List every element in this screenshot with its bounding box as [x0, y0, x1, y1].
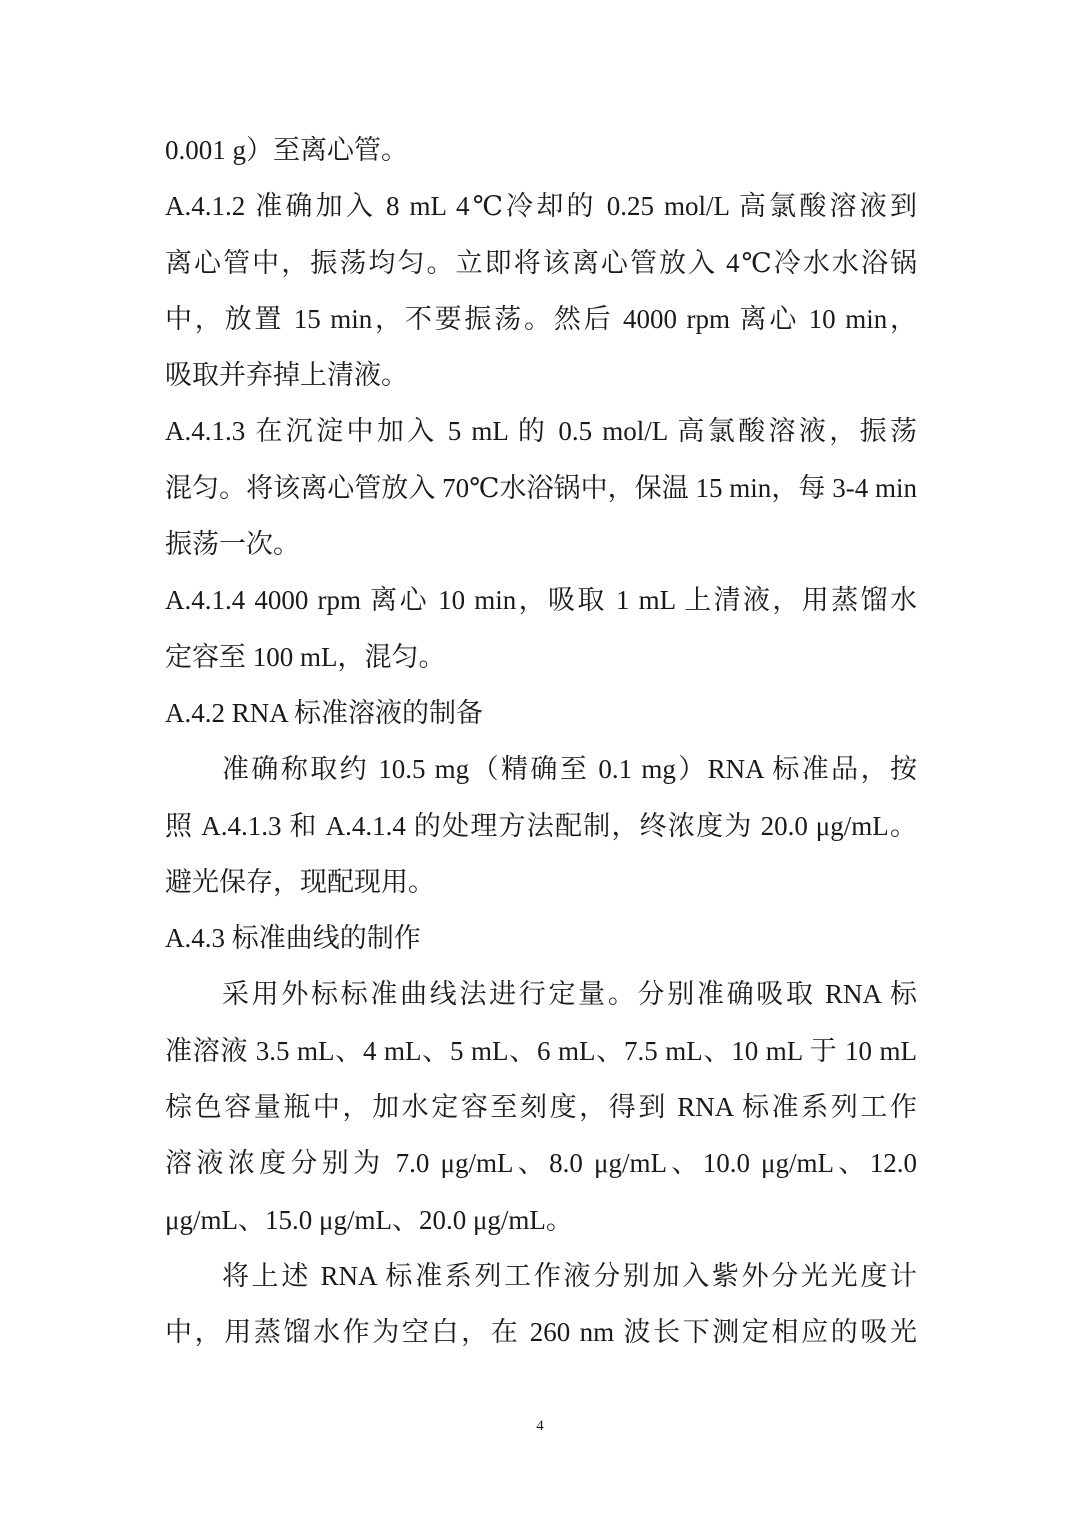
section-a-4-1-2-line: A.4.1.2 准确加入 8 mL 4℃冷却的 0.25 mol/L 高氯酸溶液到	[165, 191, 917, 222]
text-line: 棕色容量瓶中，加水定容至刻度，得到 RNA 标准系列工作	[165, 1092, 917, 1123]
text-line: 振荡一次。	[165, 529, 300, 560]
section-a-4-1-4-line: A.4.1.4 4000 rpm 离心 10 min，吸取 1 mL 上清液，用蒸馏水	[165, 585, 917, 616]
section-heading-a-4-3: A.4.3 标准曲线的制作	[165, 923, 421, 954]
paragraph-first-line: 采用外标标准曲线法进行定量。分别准确吸取 RNA 标	[222, 979, 917, 1010]
text-line: 避光保存，现配现用。	[165, 866, 435, 897]
text-line: 溶液浓度分别为 7.0 μg/mL、8.0 μg/mL、10.0 μg/mL、12.0	[165, 1148, 917, 1179]
page-number: 4	[536, 1418, 544, 1434]
text-line: μg/mL、15.0 μg/mL、20.0 μg/mL。	[165, 1204, 573, 1235]
text-line: 离心管中，振荡均匀。立即将该离心管放入 4℃冷水水浴锅	[165, 247, 917, 278]
text-line: 吸取并弃掉上清液。	[165, 360, 408, 391]
section-a-4-1-3-line: A.4.1.3 在沉淀中加入 5 mL 的 0.5 mol/L 高氯酸溶液，振荡	[165, 416, 917, 447]
text-line: 定容至 100 mL，混匀。	[165, 641, 446, 672]
text-line: 中，用蒸馏水作为空白，在 260 nm 波长下测定相应的吸光	[165, 1317, 917, 1348]
paragraph-first-line: 准确称取约 10.5 mg（精确至 0.1 mg）RNA 标准品，按	[222, 754, 917, 785]
body-text	[165, 122, 917, 1361]
text-line: 准溶液 3.5 mL、4 mL、5 mL、6 mL、7.5 mL、10 mL 于 10 mL	[165, 1035, 917, 1066]
text-line: 照 A.4.1.3 和 A.4.1.4 的处理方法配制，终浓度为 20.0 μg/mL。	[165, 810, 917, 841]
text-line: 混匀。将该离心管放入 70℃水浴锅中，保温 15 min，每 3-4 min	[165, 472, 917, 503]
paragraph-first-line: 将上述 RNA 标准系列工作液分别加入紫外分光光度计	[222, 1260, 917, 1291]
section-heading-a-4-2: A.4.2 RNA 标准溶液的制备	[165, 697, 484, 728]
text-line: 中，放置 15 min，不要振荡。然后 4000 rpm 离心 10 min，	[165, 303, 917, 334]
text-line: 0.001 g）至离心管。	[165, 135, 408, 165]
